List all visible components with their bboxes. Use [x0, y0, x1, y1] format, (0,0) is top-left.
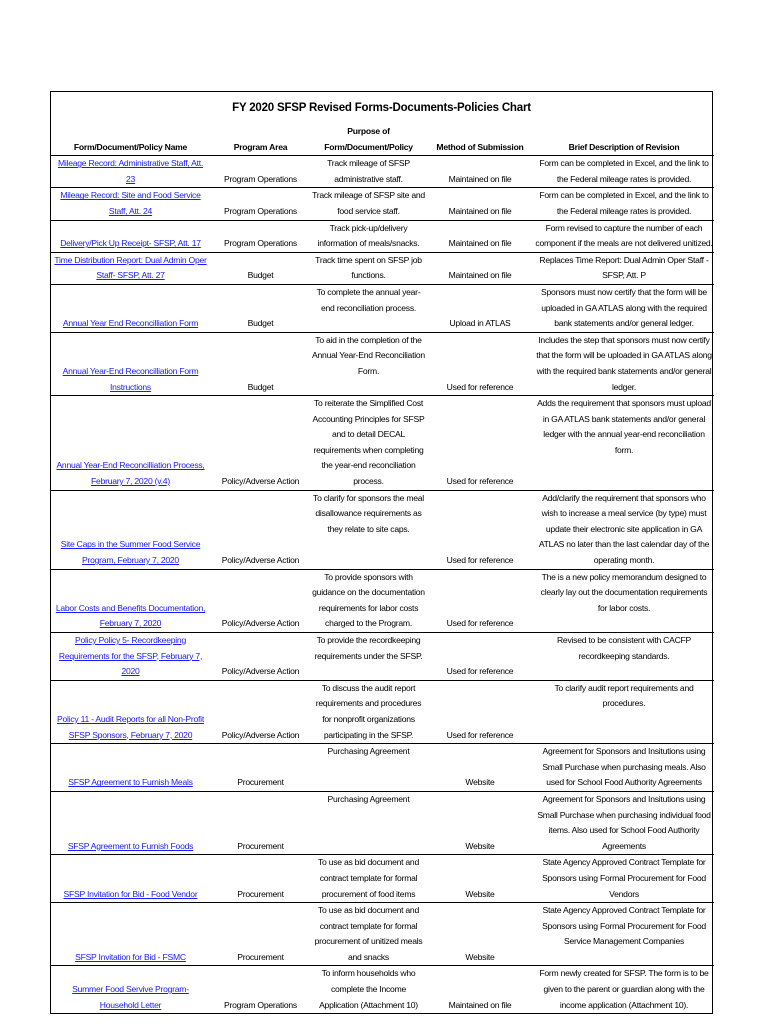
purpose-cell: Track mileage of SFSP administrative staff. [311, 156, 426, 188]
table-row [51, 156, 714, 188]
doc-link[interactable]: SFSP Agreement to Furnish Meals [68, 777, 193, 788]
table-row [51, 680, 714, 743]
revision-cell: Agreement for Sponsors and Insitutions using Small Purchase when purchasing individual food items. Also used for School Food Authority Agreements [534, 791, 714, 854]
doc-link[interactable]: Summer Food Servive Program- Household Letter [72, 984, 189, 1010]
purpose-cell: To aid in the completion of the Annual Year-End Reconciliation Form. [311, 332, 426, 395]
program-area-cell: Procurement [210, 903, 311, 966]
doc-name-cell [51, 396, 210, 491]
purpose-cell: To inform households who complete the Income Application (Attachment 10) [311, 966, 426, 1013]
doc-name-cell [51, 188, 210, 220]
program-area-cell: Budget [210, 332, 311, 395]
method-cell: Maintained on file [426, 252, 534, 284]
revision-cell: Revised to be consistent with CACFP recordkeeping standards. [534, 633, 714, 681]
purpose-cell: To use as bid document and contract template for formal procurement of food items [311, 855, 426, 903]
method-cell: Maintained on file [426, 220, 534, 252]
doc-link[interactable]: Site Caps in the Summer Food Service Program, February 7, 2020 [60, 539, 201, 566]
purpose-cell: Track mileage of SFSP site and food service staff. [311, 188, 426, 220]
doc-link[interactable]: Delivery/Pick Up Receipt- SFSP, Att. 17 [60, 238, 201, 249]
table-row [51, 966, 714, 1013]
table-row [51, 220, 714, 252]
col-header-name: Form/Document/Policy Name [73, 141, 188, 152]
doc-name-cell [51, 744, 210, 792]
method-cell: Maintained on file [426, 156, 534, 188]
revision-cell: Form can be completed in Excel, and the link to the Federal mileage rates is provided. [534, 156, 714, 188]
revision-cell: Sponsors must now certify that the form will be uploaded in GA ATLAS along with the required bank statements and/or general ledger. [534, 284, 714, 332]
method-cell: Maintained on file [426, 188, 534, 220]
method-cell: Used for reference [426, 569, 534, 632]
program-area-cell: Policy/Adverse Action [210, 680, 311, 743]
doc-name-cell [51, 791, 210, 854]
method-cell: Website [426, 855, 534, 903]
revision-cell: State Agency Approved Contract Template for Sponsors using Formal Procurement for Food Service Management Companies [534, 903, 714, 966]
method-cell: Upload in ATLAS [426, 284, 534, 332]
revision-cell: Form newly created for SFSP. The form is to be given to the parent or guardian along with the income application (Attachment 10). [534, 966, 714, 1013]
method-cell: Used for reference [426, 396, 534, 491]
purpose-cell: To reiterate the Simplified Cost Accounting Principles for SFSP and to detail DECAL requirements when completing the year-end reconciliation process. [311, 396, 426, 491]
purpose-cell: To clarify for sponsors the meal disallowance requirements as they relate to site caps. [311, 490, 426, 569]
page-title: FY 2020 SFSP Revised Forms-Documents-Policies Chart [232, 102, 531, 114]
table-row [51, 252, 714, 284]
table-row [51, 744, 714, 792]
revision-cell: Agreement for Sponsors and Insitutions using Small Purchase when purchasing meals. Also used for School Food Authority Agreements [534, 744, 714, 792]
method-cell: Used for reference [426, 332, 534, 395]
forms-chart-sheet [50, 91, 713, 1014]
table-row [51, 284, 714, 332]
program-area-cell: Program Operations [210, 966, 311, 1013]
purpose-cell: Purchasing Agreement [311, 744, 426, 792]
table-row [51, 332, 714, 395]
revision-cell: State Agency Approved Contract Template for Sponsors using Formal Procurement for Food Vendors [534, 855, 714, 903]
doc-link[interactable]: Time Distribution Report: Dual Admin Oper Staff- SFSP, Att. 27 [54, 254, 207, 281]
table-row [51, 188, 714, 220]
forms-table [51, 124, 714, 1013]
method-cell: Used for reference [426, 680, 534, 743]
table-row [51, 791, 714, 854]
purpose-cell: Track time spent on SFSP job functions. [311, 252, 426, 284]
table-row [51, 855, 714, 903]
header-row [51, 124, 714, 156]
doc-name-cell [51, 284, 210, 332]
doc-link[interactable]: Mileage Record: Administrative Staff, Att. 23 [57, 158, 204, 184]
program-area-cell: Policy/Adverse Action [210, 490, 311, 569]
method-cell: Maintained on file [426, 966, 534, 1013]
doc-name-cell [51, 855, 210, 903]
doc-name-cell [51, 220, 210, 252]
doc-link[interactable]: Annual Year-End Reconcilliation Process, February 7, 2020 (v.4) [56, 460, 205, 487]
table-row [51, 633, 714, 681]
doc-name-cell [51, 332, 210, 395]
method-cell: Used for reference [426, 490, 534, 569]
method-cell: Website [426, 744, 534, 792]
table-row [51, 569, 714, 632]
program-area-cell: Procurement [210, 791, 311, 854]
doc-link[interactable]: SFSP Agreement to Furnish Foods [67, 840, 194, 851]
program-area-cell: Policy/Adverse Action [210, 569, 311, 632]
revision-cell: Form can be completed in Excel, and the link to the Federal mileage rates is provided. [534, 188, 714, 220]
doc-name-cell [51, 633, 210, 681]
doc-link[interactable]: SFSP Invitation for Bid - FSMC [75, 951, 186, 962]
table-row [51, 903, 714, 966]
method-cell: Used for reference [426, 633, 534, 681]
doc-name-cell [51, 680, 210, 743]
revision-cell: Replaces Time Report: Dual Admin Oper Staff - SFSP, Att. P [534, 252, 714, 284]
purpose-cell: To provide sponsors with guidance on the documentation requirements for labor costs charged to the Program. [311, 569, 426, 632]
purpose-cell: Purchasing Agreement [311, 791, 426, 854]
table-row [51, 396, 714, 491]
table-row [51, 490, 714, 569]
program-area-cell: Policy/Adverse Action [210, 396, 311, 491]
revision-cell: Includes the step that sponsors must now certify that the form will be uploaded in GA ATLAS along with the required bank statements and/or general ledger. [534, 332, 714, 395]
doc-name-cell [51, 490, 210, 569]
doc-name-cell [51, 156, 210, 188]
purpose-cell: To complete the annual year-end reconciliation process. [311, 284, 426, 332]
revision-cell: The is a new policy memorandum designed to clearly lay out the documentation requirements for labor costs. [534, 569, 714, 632]
doc-link[interactable]: Labor Costs and Benefits Documentation, February 7, 2020 [55, 602, 206, 629]
purpose-cell: To discuss the audit report requirements and procedures for nonprofit organizations participating in the SFSP. [311, 680, 426, 743]
doc-name-cell [51, 252, 210, 284]
revision-cell: Form revised to capture the number of each component if the meals are not delivered unitized. [534, 220, 714, 252]
doc-link[interactable]: Annual Year End Reconcilliation Form [62, 318, 199, 329]
program-area-cell: Procurement [210, 744, 311, 792]
col-header-purpose: Purpose of Form/Document/Policy [324, 126, 413, 152]
doc-link[interactable]: Policy Policy 5- Recordkeeping Requirements for the SFSP, February 7, 2020 [58, 635, 203, 677]
revision-cell: Adds the requirement that sponsors must upload in GA ATLAS bank statements and/or general ledger with the annual year-end reconciliation form. [534, 396, 714, 491]
doc-name-cell [51, 903, 210, 966]
doc-name-cell [51, 569, 210, 632]
program-area-cell: Budget [210, 252, 311, 284]
doc-link[interactable]: Annual Year-End Reconcilliation Form Instructions [62, 365, 199, 392]
doc-name-cell [51, 966, 210, 1013]
program-area-cell: Program Operations [210, 188, 311, 220]
program-area-cell: Program Operations [210, 220, 311, 252]
doc-link[interactable]: Policy 11 - Audit Reports for all Non-Profit SFSP Sponsors, February 7, 2020 [57, 713, 204, 740]
program-area-cell: Budget [210, 284, 311, 332]
purpose-cell: Track pick-up/delivery information of meals/snacks. [311, 220, 426, 252]
program-area-cell: Program Operations [210, 156, 311, 188]
doc-link[interactable]: SFSP Invitation for Bid - Food Vendor [63, 888, 198, 899]
doc-link[interactable]: Mileage Record: Site and Food Service Staff, Att. 24 [60, 190, 201, 216]
col-header-method: Method of Submission [436, 141, 524, 152]
method-cell: Website [426, 791, 534, 854]
revision-cell: Add/clarify the requirement that sponsors who wish to increase a meal service (by type) must update their electronic site application in GA ATLAS no later than the last calendar day of the operating month. [534, 490, 714, 569]
program-area-cell: Procurement [210, 855, 311, 903]
col-header-area: Program Area [233, 141, 288, 152]
method-cell: Website [426, 903, 534, 966]
purpose-cell: To provide the recordkeeping requirements under the SFSP. [311, 633, 426, 681]
revision-cell: To clarify audit report requirements and procedures. [534, 680, 714, 743]
col-header-revision: Brief Description of Revision [568, 141, 680, 152]
program-area-cell: Policy/Adverse Action [210, 633, 311, 681]
purpose-cell: To use as bid document and contract template for formal procurement of unitized meals and snacks [311, 903, 426, 966]
